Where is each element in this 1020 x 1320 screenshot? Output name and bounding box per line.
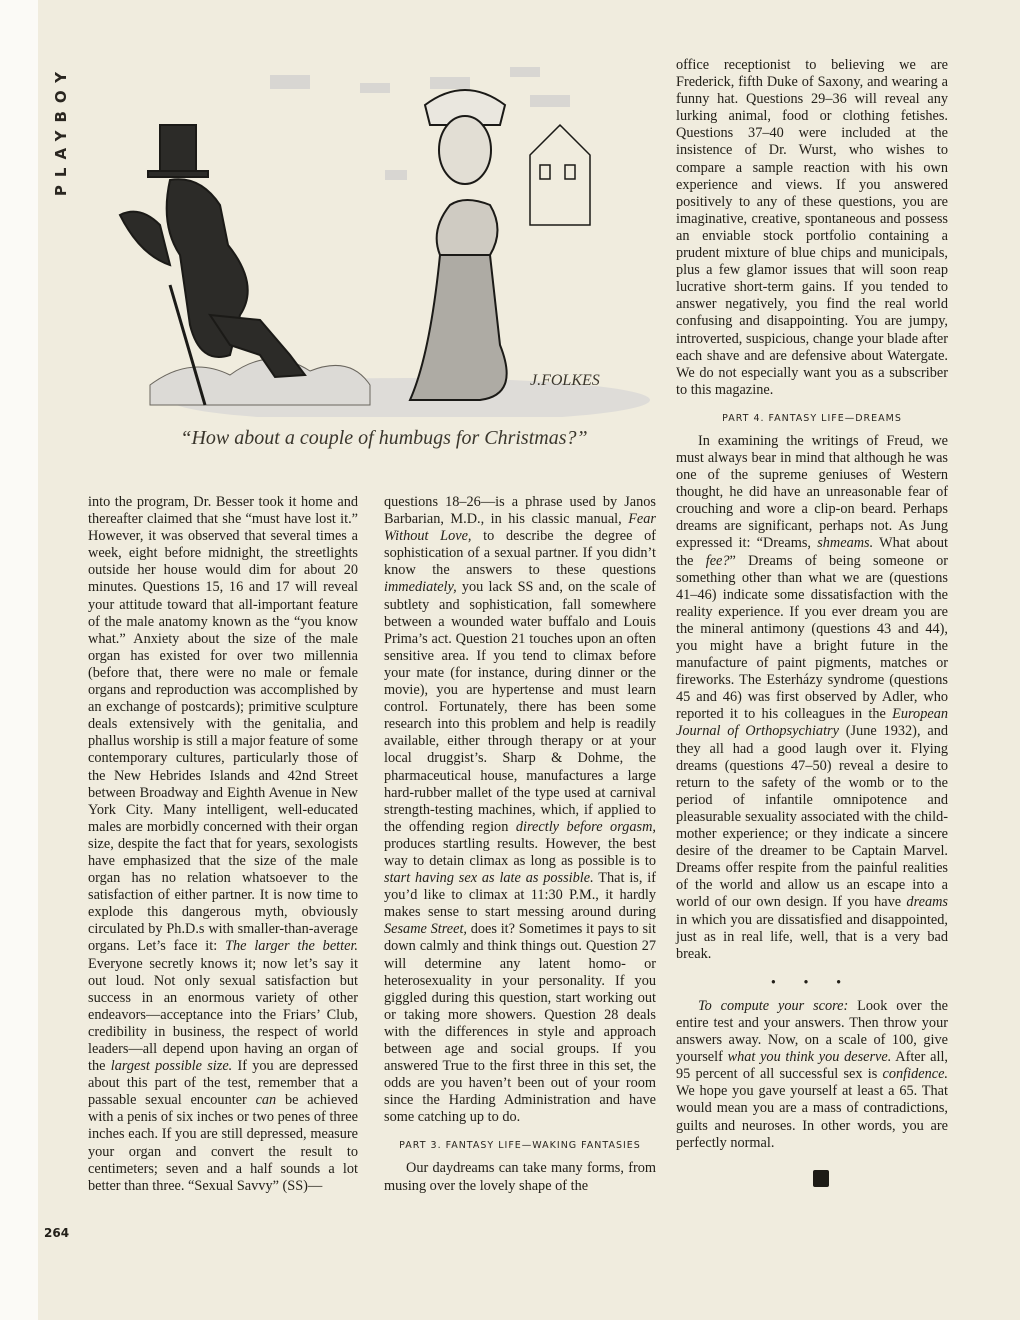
cartoon-caption: “How about a couple of humbugs for Christmas?” [180,427,588,449]
text: you lack SS and, on the scale of subtlety and sophistication, fall somewhere between a wounded water buffalo and Louis Prima’s act. Question 21 touches upon an often sensitive area. If you tend to climax before your mate (for instance, during dinner or the movie), you are hypertense and must learn control. Fortunately, there has been some research into this problem and help is readily available, either through therapy or at your local druggist’s. Sharp & Dohme, the pharmaceutical house, manufactures a large hard-rubber mallet of the type used at carnival strength-testing machines, which, if applied to the offending region [384,579,656,835]
text: be achieved with a penis of six inches or two penes of three inches each. If you are still depressed, measure your organ and convert the result to centimeters; seven and a half sounds a lot better than three. “Sexual Savvy” (SS)— [88,1092,358,1194]
section-heading: PART 3. FANTASY LIFE—WAKING FANTASIES [399,1140,641,1152]
text: If you are depressed about this part of the test, remember that a passable sexual encounter [88,1058,359,1109]
italic-text: Fear Without Love, [384,511,656,545]
page-margin [0,0,38,1320]
cartoon-illustration [110,55,658,417]
italic-text: directly before orgasm, [515,818,657,835]
text: What about the [676,535,948,569]
text: produces startling results. However, the best way to detain climax as long as possible is to [384,835,656,869]
section-divider: • • • [770,974,854,991]
paragraph [384,494,656,1126]
text: ” Dreams of being someone or something other than what we are (questions 41–46) indicate some dissatisfaction with the reality experience. If you ever dream you are the mineral antimony (questions 43 and 44), you might have a bright future in the manufacture of paint pigments, matches or fireworks. The Esterházy syndrome (questions 45 and 46) was first observed by Adler, who reported it to his colleagues in the [676,552,948,723]
italic-text: fee? [705,552,730,569]
page-number: 264 [44,1226,70,1240]
text: Look over the entire test and your answers. Then throw your answers away. Now, on a scale of 100, give yourself [676,997,948,1066]
text: Everyone secretly knows it; now let’s say it out loud. Not only sexual satisfaction but success in an enormous variety of other endeavors—acceptance into the Friars’ Club, credibility in business, the respect of world leaders—all depend upon having an organ of the [88,955,358,1075]
italic-text: what you think you deserve. [727,1049,892,1066]
paragraph [88,494,358,1195]
italic-text: immediately, [384,579,457,596]
artist-signature: J.FOLKES [530,372,600,389]
column-2 [384,494,656,1195]
italic-text: dreams [906,894,948,911]
text: into the program, Dr. Besser took it home and thereafter claimed that she “must have lost it.” However, it was observed that several times a week, eight before midnight, the streetlights outside her house would dim for about 20 minutes. Questions 15, 16 and 17 will reveal your attitude toward that all-important feature of the male anatomy known as the “you know what.” Anxiety about the size of the male organ has existed for over two millennia (before that, there were no male or female organs and reproduction was accomplished by an exchange of postcards); primitive sculpture deals extensively with the genitalia, and phallus worship is still a major feature of some contemporary cultures, particularly those of the New Hebrides Islands and 42nd Street between Broadway and Eighth Avenue in New York City. Many intelligent, well-educated males are morbidly concerned with their organ size, despite the fact that for years, sexologists have emphasized that the size of the male organ has no relation whatsoever to the satisfaction of either partner. It is now time to explode this dangerous myth, obviously circulated by Ph.D.s with smaller-than-average organs. Let’s face it: [88,494,358,955]
paragraph [676,998,948,1152]
italic-text: shmeams. [817,535,874,552]
column-1 [88,494,358,1195]
italic-text: largest possible size. [110,1058,233,1075]
italic-text: start having sex as late as possible. [384,870,594,887]
italic-text: The larger the better. [225,938,359,955]
italic-text: To compute your score: [698,997,849,1014]
text: in which you are dissatisfied and disappointed, just as in real life, well, that is a very bad break. [676,911,948,962]
italic-text: Sesame Street, [384,921,468,938]
text: (June 1932), and they all had a good laugh over it. Flying dreams (questions 47–50) reveal a desire to return to the safety of the womb or to the period of infantile omnipotence and pleasurable sexuality associated with the child-mother experience; or they indicate a sincere desire of the dreamer to be Captain Marvel. Dreams offer respite from the painful realities of the world and allow us an escape into a world of our own design. If you have [676,723,948,911]
italic-text: can [255,1092,277,1109]
text: We hope you gave yourself at least a 65. That would mean you are a mass of contradictions, guilts and neuroses. In other words, you are perfectly normal. [676,1083,948,1151]
text: to describe the degree of sophistication of a sexual partner. If you didn’t know the answers to these questions [384,528,657,579]
section-heading: PART 4. FANTASY LIFE—DREAMS [722,412,902,424]
text: That is, if you’d like to climax at 11:30 P.M., it hardly makes sense to start messing around during [384,870,656,921]
text: In examining the writings of Freud, we must always bear in mind that although he was one of the supreme geniuses of Western thought, he did have an unreasonable fear of crouching and wore a clip-on beard. Perhaps dreams are significant, perhaps not. As Jung expressed it: “Dreams, [676,432,948,552]
end-mark-icon [813,1170,829,1187]
masthead: PLAYBOY [52,64,70,197]
italic-text: confidence. [882,1066,948,1083]
italic-text: European Journal of Orthopsychiatry [676,706,948,740]
paragraph: Our daydreams can take many forms, from musing over the lovely shape of the [384,1160,656,1194]
paragraph [676,433,948,963]
column-3 [676,57,948,1179]
text: questions 18–26—is a phrase used by Janos Barbarian, M.D., in his classic manual, [384,494,656,528]
text: does it? Sometimes it pays to sit down calmly and think things out. Question 27 will determine any latent homo- or heterosexuality in your personality. If you giggled during this question, start working out or taking more showers. Question 28 deals with the differences in style and approach between age and social groups. If you answered True to the first three in this set, the odds are you haven’t been out of your room since the Harding Administration and have some catching up to do. [384,921,656,1126]
text: After all, 95 percent of all successful sex is [676,1049,948,1083]
paragraph: office receptionist to believing we are Frederick, fifth Duke of Saxony, and wearing a funny hat. Questions 29–36 will reveal any lurking animal, food or clothing fetishes. Questions 37–40 were included at the insistence of Dr. Wurst, who wishes to compare a sample reaction with his own experience and views. If you answered positively to any of these questions, you are imaginative, creative, spontaneous and possess an enviable stock portfolio containing a prudent mixture of blue chips and municipals, plus a few glamor issues that will soon reap lucrative short-term gains. If you tended to answer negatively, you find the real world confusing and disappointing. You are jumpy, introverted, suspicious, change your blade after each shave and are defensive about Watergate. We do not especially want you as a subscriber to this magazine. [676,57,948,398]
